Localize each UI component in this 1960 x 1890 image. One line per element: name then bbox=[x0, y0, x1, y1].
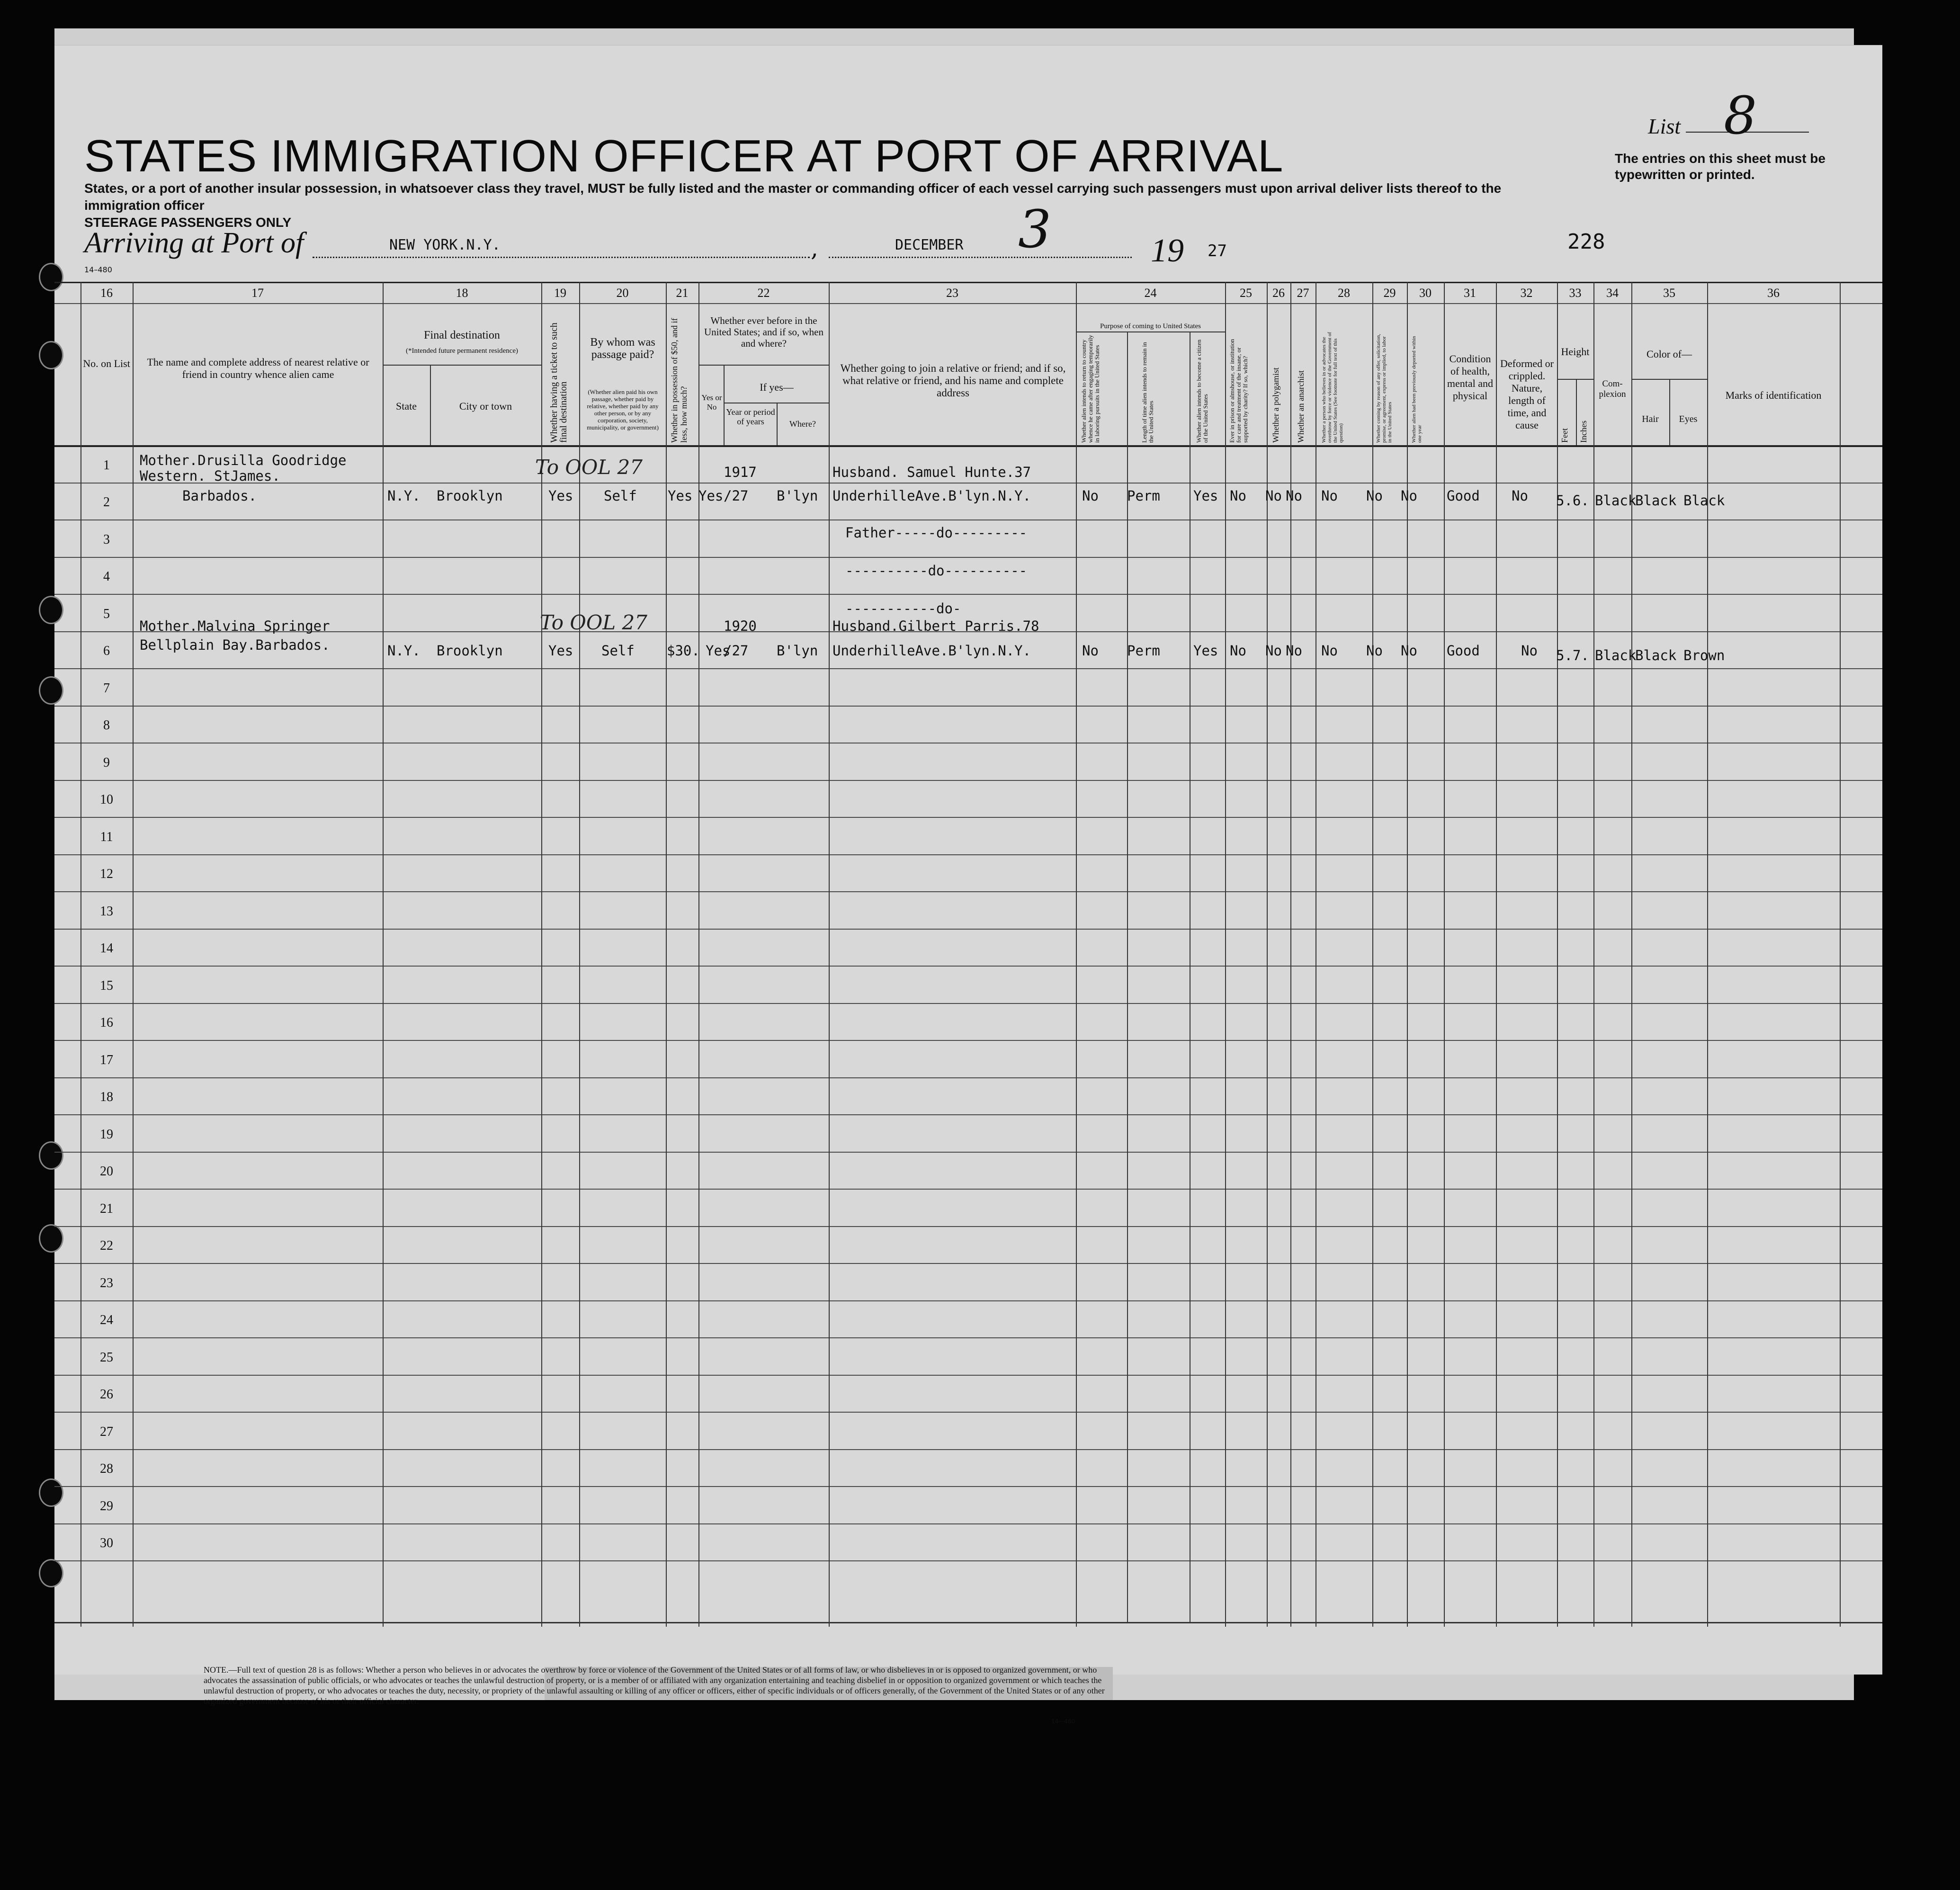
column-rule bbox=[579, 282, 580, 1627]
column-rule bbox=[1593, 282, 1594, 1627]
row-rule bbox=[54, 1226, 1882, 1227]
r1-before: Yes bbox=[698, 488, 724, 504]
row-rule bbox=[54, 1040, 1882, 1041]
header-anarchist: Whether an anarchist bbox=[1296, 370, 1306, 443]
r5-state: N.Y. bbox=[387, 643, 421, 659]
header-prison: Ever in prison or almshouse, or institution for care and treatment of the insane, or supported by charity? If so, which? bbox=[1228, 339, 1249, 443]
r1-hair: Black bbox=[1635, 493, 1677, 509]
punch-hole bbox=[39, 263, 63, 291]
row-rule bbox=[54, 1114, 1882, 1115]
header-q28: Whether a person who believes in or advocates the overthrow by force or violence of the Government of the United States (See footnote for full text of this question) bbox=[1321, 332, 1344, 443]
header-health: Condition of health, mental and physical bbox=[1447, 353, 1494, 402]
header-feet: Feet bbox=[1560, 428, 1569, 443]
row-number: 27 bbox=[100, 1424, 113, 1439]
subtitle-line-1: States, or a port of another insular possession, in whatsoever class they travel, MUST be fully listed and the master or commanding officer of each vessel carrying such passengers must upon arrival deliver lists thereof to the immigration officer bbox=[84, 181, 1502, 213]
day-value: 3 bbox=[1018, 199, 1051, 260]
row-number: 11 bbox=[100, 830, 113, 844]
r5-prison: No bbox=[1230, 643, 1246, 659]
row-rule bbox=[54, 929, 1882, 930]
row-number: 1 bbox=[103, 458, 110, 473]
r1-complexion: Black bbox=[1595, 493, 1637, 509]
colnum-20: 20 bbox=[616, 286, 629, 300]
header-height: Height bbox=[1561, 346, 1590, 358]
column-rule bbox=[1631, 282, 1632, 1627]
header-year-period: Year or period of years bbox=[726, 407, 775, 426]
header-final-destination: Final destination bbox=[424, 329, 500, 341]
column-rule bbox=[383, 282, 384, 1627]
row-rule bbox=[54, 1300, 1882, 1301]
form-title: STATES IMMIGRATION OFFICER AT PORT OF ARRIVAL bbox=[84, 131, 1284, 181]
r5-return: No bbox=[1082, 643, 1099, 659]
table-top-rule bbox=[54, 282, 1882, 283]
r1-ticket: Yes bbox=[548, 488, 573, 504]
header-bottom-rule bbox=[54, 445, 1882, 447]
table-bottom-rule bbox=[54, 1622, 1882, 1623]
column-rule bbox=[698, 282, 699, 1627]
r5-relative-line1: Mother.Malvina Springer bbox=[140, 618, 330, 634]
row-number: 29 bbox=[100, 1499, 113, 1514]
colnum-31: 31 bbox=[1464, 286, 1476, 300]
header-passage-paid-note: (Whether alien paid his own passage, whether paid by relative, whether paid by any other person, or by any corporation, society, municipality, or government) bbox=[587, 388, 659, 431]
header-marks-identification: Marks of identification bbox=[1725, 389, 1822, 401]
header-complexion: Com-plexion bbox=[1599, 379, 1626, 399]
c22-split bbox=[724, 365, 725, 445]
r2-join: Father-----do--------- bbox=[845, 525, 1028, 541]
row-rule bbox=[54, 966, 1882, 967]
punch-hole bbox=[39, 1478, 63, 1507]
footer-note: NOTE.—Full text of question 28 is as follows: Whether a person who believes in or advocates the overthrow by force or violence of the Government of the United States or of all forms of law, or who disbelieves in or is opposed to organized government, or who advocates the assassination of public officials, or who advocates or teaches the unlawful destruction of property, or is a member of or affiliated with any organization entertaining and teaching disbelief in or opposition to organized government or which teaches the unlawful destruction of property, or who advocates or teaches the duty, necessity, or propriety of the unlawful assaulting or killing of any officer or officers, either of specific individuals or of officers generally, of the Government of the United States or of any other organized government because of his or their official character. bbox=[204, 1665, 1105, 1706]
sheet-number: 228 bbox=[1567, 230, 1605, 254]
row-rule bbox=[54, 1449, 1882, 1450]
colnum-29: 29 bbox=[1383, 286, 1396, 300]
r1-ticket-note: To OOL 27 bbox=[535, 456, 643, 479]
footer-form-code: 14—480 bbox=[1051, 1718, 1075, 1725]
r5-year-line2: /27 bbox=[724, 643, 749, 659]
header-eyes: Eyes bbox=[1679, 414, 1698, 424]
r1-money: Yes bbox=[668, 488, 693, 504]
row-number: 26 bbox=[100, 1387, 113, 1402]
r5-paid: Self bbox=[601, 643, 635, 659]
row-rule bbox=[54, 557, 1882, 558]
header-deformed: Deformed or crippled. Nature, length of time, and cause bbox=[1500, 358, 1554, 431]
row-number: 17 bbox=[100, 1053, 113, 1067]
header-if-yes: If yes— bbox=[760, 381, 794, 393]
header-passage-paid: By whom was passage paid? bbox=[590, 336, 655, 361]
punch-hole bbox=[39, 596, 63, 624]
punch-hole bbox=[39, 1559, 63, 1587]
row-number: 4 bbox=[103, 569, 110, 584]
comma: , bbox=[811, 234, 818, 262]
header-q29: Whether coming by reason of any offer, solicitation, promise, or agreement, express or implied, to labor in the United States bbox=[1376, 334, 1393, 443]
row-number: 28 bbox=[100, 1461, 113, 1476]
row-rule bbox=[54, 1337, 1882, 1338]
row-rule bbox=[54, 891, 1882, 892]
r5-money: $30. bbox=[667, 643, 700, 659]
row-number: 5 bbox=[103, 607, 110, 621]
r1-return: No bbox=[1082, 488, 1099, 504]
header-city: City or town bbox=[459, 400, 512, 412]
row-number: 16 bbox=[100, 1015, 113, 1030]
row-rule bbox=[54, 1375, 1882, 1376]
r5-q29: No bbox=[1366, 643, 1383, 659]
c35-split bbox=[1669, 379, 1670, 445]
row-number: 12 bbox=[100, 867, 113, 881]
row-number: 9 bbox=[103, 755, 110, 770]
row-number: 23 bbox=[100, 1276, 113, 1290]
header-purpose: Purpose of coming to United States bbox=[1100, 322, 1201, 330]
header-money: Whether in possession of $50, and if less, how much? bbox=[670, 318, 689, 443]
r5-anarchist: No bbox=[1286, 643, 1302, 659]
colnum-26: 26 bbox=[1272, 286, 1285, 300]
r1-q28: No bbox=[1321, 488, 1338, 504]
r1-relative-line1: Mother.Drusilla Goodridge bbox=[140, 452, 347, 468]
column-rule bbox=[829, 282, 830, 1627]
colnum-19: 19 bbox=[554, 286, 566, 300]
header-inches: Inches bbox=[1579, 421, 1588, 443]
colnum-28: 28 bbox=[1338, 286, 1350, 300]
r5-complexion: Black bbox=[1595, 647, 1637, 663]
r5-polygamist: No bbox=[1265, 643, 1282, 659]
c22-sub-rule bbox=[698, 365, 829, 366]
row-rule bbox=[54, 1412, 1882, 1413]
r1-q30: No bbox=[1401, 488, 1417, 504]
row-rule bbox=[54, 1152, 1882, 1153]
colnum-27: 27 bbox=[1297, 286, 1309, 300]
r5-city: Brooklyn bbox=[437, 643, 503, 659]
r1-anarchist: No bbox=[1286, 488, 1302, 504]
colnum-25: 25 bbox=[1240, 286, 1252, 300]
r1-eyes: Black bbox=[1683, 493, 1725, 509]
colnum-34: 34 bbox=[1606, 286, 1619, 300]
r5-q28: No bbox=[1321, 643, 1338, 659]
header-ticket: Whether having a ticket to such final destination bbox=[549, 322, 569, 443]
colnum-18: 18 bbox=[456, 286, 468, 300]
r5-before: Yes bbox=[706, 643, 731, 659]
row-rule bbox=[54, 1077, 1882, 1078]
entries-note: The entries on this sheet must be typewritten or printed. bbox=[1615, 151, 1826, 182]
r1-prison: No bbox=[1230, 488, 1246, 504]
r5-health: Good bbox=[1447, 643, 1480, 659]
row-rule bbox=[54, 668, 1882, 669]
row-rule bbox=[54, 854, 1882, 855]
r5-height: 5.7. bbox=[1556, 647, 1589, 663]
header-color-of: Color of— bbox=[1647, 348, 1692, 360]
colnum-35: 35 bbox=[1663, 286, 1675, 300]
column-rule bbox=[1444, 282, 1445, 1627]
colnum-32: 32 bbox=[1520, 286, 1533, 300]
r5-eyes: Brown bbox=[1683, 647, 1725, 663]
r1-q29: No bbox=[1366, 488, 1383, 504]
colnum-21: 21 bbox=[676, 286, 689, 300]
r1-length: Perm bbox=[1127, 488, 1160, 504]
colnum-23: 23 bbox=[946, 286, 958, 300]
row-number: 20 bbox=[100, 1164, 113, 1179]
c33-sub-rule bbox=[1557, 379, 1593, 380]
year-value: 27 bbox=[1208, 242, 1227, 260]
r1-join-line2: UnderhilleAve.B'lyn.N.Y. bbox=[832, 488, 1031, 504]
header-hair: Hair bbox=[1642, 414, 1659, 424]
row-rule bbox=[54, 1263, 1882, 1264]
punch-hole bbox=[39, 341, 63, 369]
row-number: 7 bbox=[103, 681, 110, 696]
header-return-intent: Whether alien intends to return to country whence he came after engaging temporarily in laboring pursuits in the United States bbox=[1080, 335, 1101, 443]
colnum-36: 36 bbox=[1767, 286, 1780, 300]
row-rule bbox=[54, 1189, 1882, 1190]
col-number-rule bbox=[54, 303, 1882, 304]
list-label: List bbox=[1648, 114, 1681, 138]
date-line bbox=[829, 257, 1132, 258]
colnum-24: 24 bbox=[1144, 286, 1157, 300]
column-rule bbox=[1267, 282, 1268, 1627]
header-relative-address: The name and complete address of nearest relative or friend in country whence alien came bbox=[147, 356, 369, 380]
r1-health: Good bbox=[1447, 488, 1480, 504]
colnum-17: 17 bbox=[251, 286, 264, 300]
r1-citizen: Yes bbox=[1193, 488, 1218, 504]
r1-city: Brooklyn bbox=[437, 488, 503, 504]
header-ever-before: Whether ever before in the United States; and if so, when and where? bbox=[704, 315, 823, 349]
row-number: 19 bbox=[100, 1127, 113, 1142]
r1-join-line1: Husband. Samuel Hunte.37 bbox=[832, 464, 1031, 480]
r5-join-line2: UnderhilleAve.B'lyn.N.Y. bbox=[832, 643, 1031, 659]
column-rule bbox=[1496, 282, 1497, 1627]
r5-ticket-note: To OOL 27 bbox=[540, 611, 647, 634]
colnum-30: 30 bbox=[1419, 286, 1432, 300]
header-citizen: Whether alien intends to become a citizen of the United States bbox=[1195, 339, 1209, 443]
row-number: 22 bbox=[100, 1238, 113, 1253]
r1-year-line2: /27 bbox=[724, 488, 749, 504]
subtitle-line-2: STEERAGE PASSENGERS ONLY bbox=[84, 215, 292, 230]
r1-deformed: No bbox=[1512, 488, 1528, 504]
header-deported: Whether alien had been previously deported within one year bbox=[1411, 336, 1423, 443]
column-rule bbox=[133, 282, 134, 1627]
column-rule bbox=[1076, 282, 1077, 1627]
row-number: 10 bbox=[100, 792, 113, 807]
row-number: 8 bbox=[103, 718, 110, 733]
form-code: 14–480 bbox=[84, 265, 112, 274]
header-where: Where? bbox=[789, 419, 816, 429]
colnum-33: 33 bbox=[1569, 286, 1582, 300]
header-state: State bbox=[396, 400, 417, 412]
row-rule bbox=[54, 1486, 1882, 1487]
list-number: 8 bbox=[1724, 85, 1757, 146]
column-rule bbox=[1557, 282, 1558, 1627]
row-rule bbox=[54, 594, 1882, 595]
r1-year-line1: 1917 bbox=[724, 464, 757, 480]
row-number: 24 bbox=[100, 1313, 113, 1327]
r5-deformed: No bbox=[1521, 643, 1538, 659]
r5-length: Perm bbox=[1127, 643, 1160, 659]
row-number: 18 bbox=[100, 1090, 113, 1104]
row-number: 14 bbox=[100, 941, 113, 956]
c18-sub-rule bbox=[383, 365, 541, 366]
row-rule bbox=[54, 1560, 1882, 1561]
punch-hole bbox=[39, 1224, 63, 1253]
r5-hair: Black bbox=[1635, 647, 1677, 663]
r1-height: 5.6. bbox=[1556, 493, 1589, 509]
r5-where: B'lyn bbox=[777, 643, 818, 659]
column-rule bbox=[1290, 282, 1291, 1627]
r4-join: -----------do- bbox=[845, 600, 961, 617]
column-rule bbox=[1372, 282, 1373, 1627]
r1-paid: Self bbox=[604, 488, 637, 504]
r1-state: N.Y. bbox=[387, 488, 421, 504]
row-rule bbox=[54, 1003, 1882, 1004]
r1-polygamist: No bbox=[1265, 488, 1282, 504]
column-rule bbox=[1127, 331, 1128, 1622]
header-final-destination-note: (*Intended future permanent residence) bbox=[406, 347, 518, 355]
row-number: 6 bbox=[103, 644, 110, 658]
column-rule bbox=[541, 282, 542, 1627]
row-number: 25 bbox=[100, 1350, 113, 1365]
header-yes-no: Yes or No bbox=[701, 393, 722, 412]
row-number: 2 bbox=[103, 495, 110, 510]
month-value: DECEMBER bbox=[895, 237, 964, 253]
colnum-16: 16 bbox=[100, 286, 113, 300]
row-number: 13 bbox=[100, 904, 113, 919]
column-rule bbox=[1407, 282, 1408, 1627]
column-rule bbox=[1840, 282, 1841, 1627]
row-number: 30 bbox=[100, 1536, 113, 1550]
r5-q30: No bbox=[1401, 643, 1417, 659]
c33-split bbox=[1576, 379, 1577, 445]
row-rule bbox=[54, 780, 1882, 781]
row-rule bbox=[54, 706, 1882, 707]
row-number: 3 bbox=[103, 532, 110, 547]
r1-where: B'lyn bbox=[777, 488, 818, 504]
row-rule bbox=[54, 817, 1882, 818]
row-number: 21 bbox=[100, 1201, 113, 1216]
form-subtitle bbox=[84, 180, 1552, 231]
header-length-stay: Length of time alien intends to remain in the United States bbox=[1141, 342, 1155, 443]
r5-citizen: Yes bbox=[1193, 643, 1218, 659]
colnum-22: 22 bbox=[757, 286, 770, 300]
column-rule bbox=[666, 282, 667, 1627]
row-rule bbox=[54, 1523, 1882, 1524]
column-rule bbox=[1225, 282, 1226, 1627]
arriving-label: Arriving at Port of bbox=[84, 227, 304, 259]
header-polygamist: Whether a polygamist bbox=[1271, 367, 1280, 443]
r1-relative-line3: Barbados. bbox=[182, 488, 257, 504]
column-rule bbox=[1707, 282, 1708, 1627]
header-no-on-list: No. on List bbox=[83, 358, 130, 369]
r5-relative-line2: Bellplain Bay.Barbados. bbox=[140, 637, 330, 653]
punch-hole bbox=[39, 676, 63, 705]
r5-year-line1: 1920 bbox=[724, 618, 757, 634]
year-prefix: 19 bbox=[1151, 233, 1184, 269]
port-value: NEW YORK.N.Y. bbox=[389, 237, 501, 253]
row-number: 15 bbox=[100, 978, 113, 993]
r3-join: ----------do---------- bbox=[845, 563, 1028, 579]
r5-ticket: Yes bbox=[548, 643, 573, 659]
header-join-relative: Whether going to join a relative or friend; and if so, what relative or friend, and his name and complete address bbox=[840, 362, 1066, 399]
r1-relative-line2: Western. StJames. bbox=[140, 468, 280, 484]
port-line bbox=[313, 257, 810, 258]
punch-hole bbox=[39, 1141, 63, 1170]
r5-join-line1: Husband.Gilbert Parris.78 bbox=[832, 618, 1039, 634]
row-rule bbox=[54, 483, 1882, 484]
